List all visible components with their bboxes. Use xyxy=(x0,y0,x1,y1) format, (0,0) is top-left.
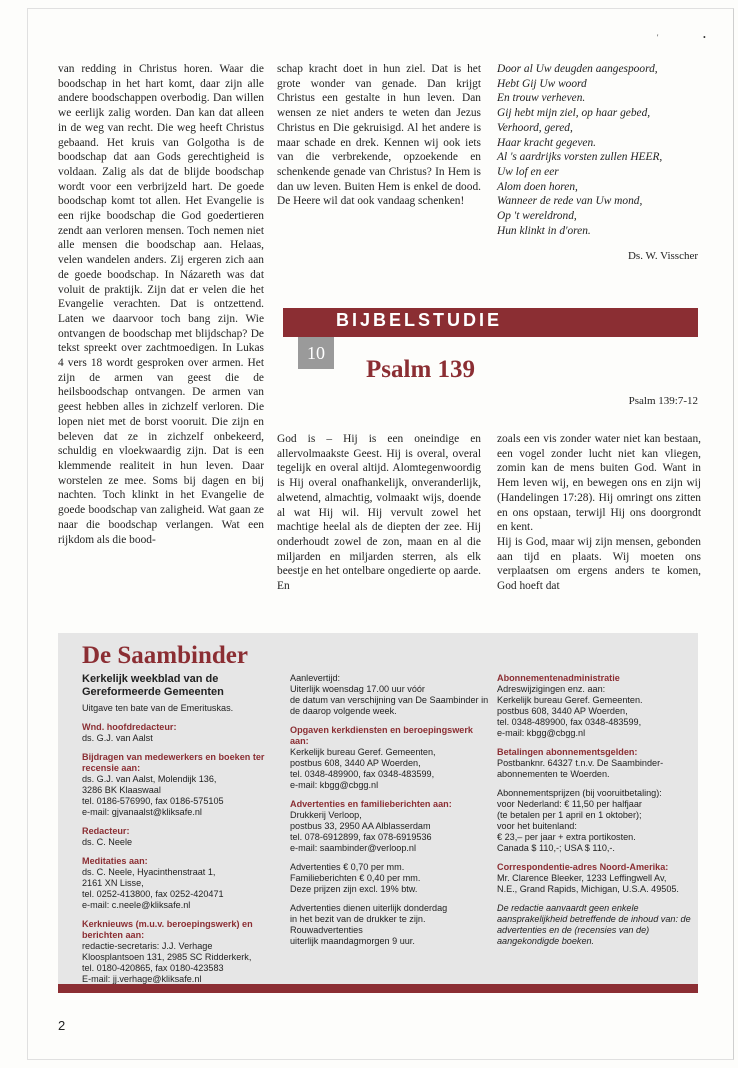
poem-line: Verhoord, gered, xyxy=(497,121,573,134)
colophon-blocks xyxy=(82,722,272,985)
paragraph: Hij is God, maar wij zijn mensen, gebonden aan tijd en plaats. Wij moeten ons verplaatsen om ergens anders te komen, God hoeft dat xyxy=(497,535,701,593)
block-label: Kerknieuws (m.u.v. beroepingswerk) en berichten aan: xyxy=(82,919,253,940)
block-line: E-mail: jj.verhage@kliksafe.nl xyxy=(82,974,202,984)
block-line: (te betalen per 1 april en 1 oktober); xyxy=(497,810,642,820)
block-line: Aanlevertijd: xyxy=(290,673,341,683)
block-line: Familieberichten € 0,40 per mm. xyxy=(290,873,421,883)
block-line: Canada $ 110,-; USA $ 110,-. xyxy=(497,843,615,853)
scan-mark: • xyxy=(703,33,706,42)
poem-line: Gij hebt mijn ziel, op haar gebed, xyxy=(497,107,651,120)
colophon-block xyxy=(290,799,490,854)
poem-line: Uw lof en eer xyxy=(497,165,559,178)
paragraph: van redding in Christus horen. Waar die boodschap in het hart komt, daar zijn alle andere boodschappen overbodig. Dan willen we eerlijk zalig worden. Dan kan dat alleen in de weg van recht. Die weg heeft Christus gebaand. Het kruis van Golgotha is de boodschap dat aan Gods gerechtigheid is voldaan. Zalig als dat de blijde boodschap wordt voor een verbrijzeld hart. De goede boodschap komt tot allen. Het Evangelie is een rijke boodschap die God goedertieren zendt aan verloren mensen. Toch nemen niet alle mensen die boodschap aan. Helaas, velen wandelen anders. Zij ergeren zich aan de goede boodschap. In Názareth was dat voluit de praktijk. Zijn dat er velen die het Evangelie verachten. Dat is ontzettend. Laten we daarvoor toch bang zijn. Wie ontvangen de boodschap met blijdschap? De tekst spreekt over zachtmoedigen. In Lukas 4 vers 18 wordt gesproken over armen. Het zijn de armen van geest die de heilsboodschap ontvangen. De armen van geest hebben alles in zichzelf verloren. Die lopen niet met de borst vooruit. Die zijn en beleven dat ze in zichzelf onbekeerd, schuldig en vloekwaardig zijn. Dat is een klemmende realiteit in hun leven. Daar worstelen ze mee. Soms bij dagen en bij nachten. Toch klinkt in het Evangelie de goede boodschap van zaligheid. Wat gaan ze naar die boodschap verlangen. Wat een rijkdom als die bood- xyxy=(58,63,264,546)
subtitle: Kerkelijk weekblad van de Gereformeerde Gemeenten xyxy=(82,673,224,698)
colophon-block xyxy=(82,856,272,911)
colophon-box xyxy=(58,633,698,993)
article-column-2 xyxy=(277,62,481,209)
block-line: e-mail: kbgg@cbgg.nl xyxy=(290,780,379,790)
poem-line: Haar kracht gegeven. xyxy=(497,136,597,149)
block-line: e-mail: gjvanaalst@kliksafe.nl xyxy=(82,807,202,817)
author: Ds. W. Visscher xyxy=(627,250,698,262)
colophon-block xyxy=(290,673,490,717)
block-line: ds. C. Neele xyxy=(82,837,133,847)
block-line: tel. 078-6912899, fax 078-6919536 xyxy=(290,832,432,842)
block-line: Uiterlijk woensdag 17.00 uur vóór xyxy=(290,684,425,694)
block-line: Advertenties dienen uiterlijk donderdag xyxy=(290,903,448,913)
colophon-block xyxy=(497,788,692,854)
colophon-block xyxy=(497,673,692,739)
colophon-block xyxy=(290,862,490,895)
poem-line: Hebt Gij Uw woord xyxy=(497,77,587,90)
block-line: N.E., Grand Rapids, Michigan, U.S.A. 49505. xyxy=(497,884,679,894)
block-line: Deze prijzen zijn excl. 19% btw. xyxy=(290,884,418,894)
block-line: e-mail: c.neele@kliksafe.nl xyxy=(82,900,191,910)
block-line: de datum van verschijning van De Saambinder in de daarop volgende week. xyxy=(290,695,489,716)
article-column-3 xyxy=(277,432,481,594)
block-label: Bijdragen van medewerkers en boeken ter recensie aan: xyxy=(82,752,265,773)
logo: De Saambinder xyxy=(82,642,248,669)
colophon-block xyxy=(290,725,490,791)
paragraph: God is – Hij is een oneindige en allervolmaakste Geest. Hij is overal, overal tegelijk en overal altijd. Alomtegenwoordig is Hij overal onafhankelijk, onveranderlijk, alwetend, almachtig, volmaakt wijs, doende al wat Hij wil. Hij vervult zowel het machtige heelal als de diepten der zee. Hij onderhoudt zowel de zon, maan en al die miljarden en miljarden sterren, als elk beestje en het ontelbare ongedierte op aarde. En xyxy=(277,433,481,593)
disclaimer: De redactie aanvaardt geen enkele aansprakelijkheid betreffende de inhoud van: de advertenties en de (recensies van de) aangekondigde boeken. xyxy=(497,903,691,946)
block-line: tel. 0348-489900, fax 0348-483599, xyxy=(497,717,642,727)
block-line: Kerkelijk bureau Geref. Gemeenten, xyxy=(290,747,436,757)
block-line: Drukkerij Verloop, xyxy=(290,810,362,820)
paragraph: zoals een vis zonder water niet kan bestaan, een vogel zonder lucht niet kan vliegen, zomin kan de mens buiten God. Want in Hem leven wij, en bewegen ons en zijn wij (Handelingen 17:28). Hij omringt ons zitten en ons opstaan, terwijl Hij ons doorgrondt en kent. xyxy=(497,433,701,534)
poem-line: Al 's aardrijks vorsten zullen HEER, xyxy=(497,151,663,164)
block-line: postbus 608, 3440 AP Woerden, xyxy=(497,706,628,716)
block-line: voor het buitenland: xyxy=(497,821,577,831)
block-line: 2161 XN Lisse, xyxy=(82,878,144,888)
block-line: redactie-secretaris: J.J. Verhage xyxy=(82,941,213,951)
block-line: in het bezit van de drukker te zijn. xyxy=(290,914,426,924)
colophon-column-2 xyxy=(290,673,490,955)
block-label: Meditaties aan: xyxy=(82,856,148,866)
block-line: Kerkelijk bureau Geref. Gemeenten. xyxy=(497,695,643,705)
colophon-block xyxy=(82,722,272,744)
colophon-block xyxy=(82,752,272,818)
page-number: 2 xyxy=(58,1018,66,1033)
colophon-column-3 xyxy=(497,673,692,947)
block-line: 3286 BK Klaaswaal xyxy=(82,785,161,795)
block-line: postbus 608, 3440 AP Woerden, xyxy=(290,758,421,768)
colophon-column-1 xyxy=(82,641,272,993)
block-line: tel. 0252-413800, fax 0252-420471 xyxy=(82,889,224,899)
colophon-block xyxy=(290,903,490,947)
paragraph: schap kracht doet in hun ziel. Dat is het grote wonder van genade. Dan krijgt Christus een gestalte in hun leven. Dan wensen ze niet anders te weten dan Jezus Christus en Die gekruisigd. Al het andere is maar schade en drek. Kennen wij ook iets van die verbrekende, opzoekende en schenkende genade van Christus? In Hem is dan uw leven. Buiten Hem is enkel de dood. De Heere wil dat ook vandaag schenken! xyxy=(277,63,481,208)
block-line: Postbanknr. 64327 t.n.v. De Saambinder- xyxy=(497,758,664,768)
block-line: e-mail: kbgg@cbgg.nl xyxy=(497,728,586,738)
block-line: uiterlijk maandagmorgen 9 uur. xyxy=(290,936,415,946)
block-line: abonnementen te Woerden. xyxy=(497,769,610,779)
section-number: 10 xyxy=(298,337,334,369)
poem-line: Wanneer de rede van Uw mond, xyxy=(497,195,643,208)
block-line: e-mail: saambinder@verloop.nl xyxy=(290,843,416,853)
block-label: Wnd. hoofdredacteur: xyxy=(82,722,177,732)
poem-line: Hun klinkt in d'oren. xyxy=(497,224,591,237)
block-line: Abonnementsprijzen (bij vooruitbetaling): xyxy=(497,788,662,798)
poem-line: En trouw verheven. xyxy=(497,92,586,105)
colophon-blocks xyxy=(497,673,692,895)
block-line: voor Nederland: € 11,50 per halfjaar xyxy=(497,799,642,809)
colophon-block xyxy=(497,747,692,780)
block-line: ds. G.J. van Aalst, Molendijk 136, xyxy=(82,774,217,784)
colophon-block xyxy=(82,826,272,848)
block-line: tel. 0186-576990, fax 0186-575105 xyxy=(82,796,224,806)
poem-line: Op 't wereldrond, xyxy=(497,210,577,223)
colophon-block xyxy=(497,862,692,895)
block-line: postbus 33, 2950 AA Alblasserdam xyxy=(290,821,431,831)
article-column-4 xyxy=(497,432,701,594)
block-line: tel. 0180-420865, fax 0180-423583 xyxy=(82,963,224,973)
scan-mark: ' xyxy=(657,33,659,42)
poem-line: Door al Uw deugden aangespoord, xyxy=(497,63,658,75)
publisher-note: Uitgave ten bate van de Emerituskas. xyxy=(82,703,234,713)
block-line: ds. C. Neele, Hyacinthenstraat 1, xyxy=(82,867,216,877)
block-line: tel. 0348-489900, fax 0348-483599, xyxy=(290,769,435,779)
article-heading: Psalm 139 xyxy=(366,356,476,383)
block-line: ds. G.J. van Aalst xyxy=(82,733,153,743)
block-line: Kloosplantsoen 131, 2985 SC Ridderkerk, xyxy=(82,952,252,962)
block-label: Redacteur: xyxy=(82,826,130,836)
poem xyxy=(497,62,701,238)
block-line: Adreswijzigingen enz. aan: xyxy=(497,684,606,694)
scripture-reference: Psalm 139:7-12 xyxy=(628,395,698,407)
block-line: Mr. Clarence Bleeker, 1233 Leffingwell Av, xyxy=(497,873,667,883)
block-label: Abonnementenadministratie xyxy=(497,673,620,683)
article-column-1 xyxy=(58,62,264,547)
block-label: Opgaven kerkdiensten en beroepingswerk aan: xyxy=(290,725,473,746)
block-label: Betalingen abonnementsgelden: xyxy=(497,747,638,757)
block-label: Correspondentie-adres Noord-Amerika: xyxy=(497,862,669,872)
block-line: Advertenties € 0,70 per mm. xyxy=(290,862,405,872)
block-line: Rouwadvertenties xyxy=(290,925,363,935)
colophon-block xyxy=(82,919,272,985)
section-title: BIJBELSTUDIE xyxy=(336,310,503,330)
block-label: Advertenties en familieberichten aan: xyxy=(290,799,452,809)
block-line: € 23,– per jaar + extra portikosten. xyxy=(497,832,636,842)
poem-line: Alom doen horen, xyxy=(497,180,578,193)
